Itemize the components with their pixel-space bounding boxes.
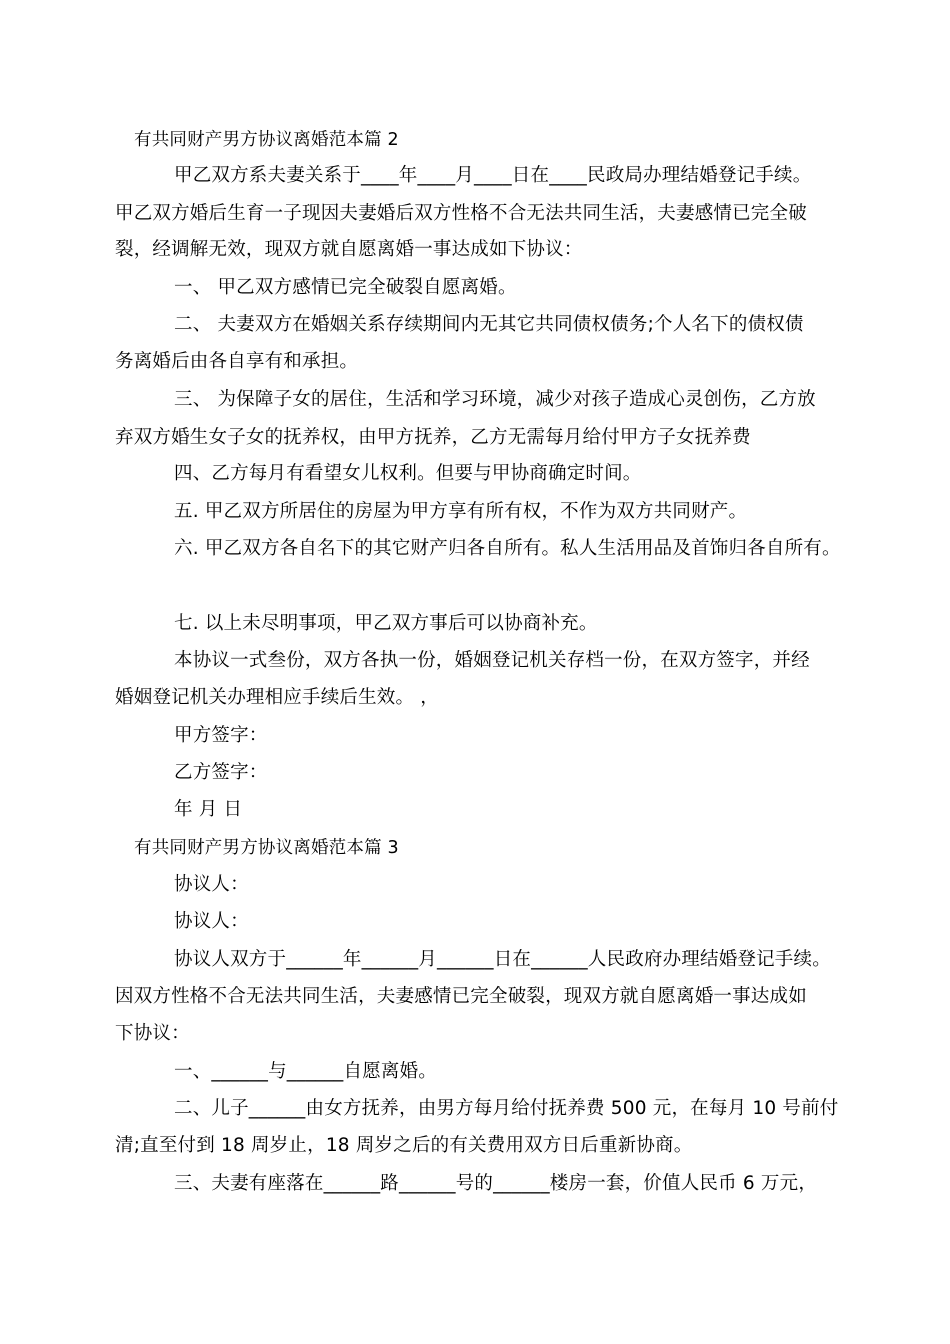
clause-item: 二、 夫妻双方在婚姻关系存续期间内无其它共同债权债务;个人名下的债权债 bbox=[174, 314, 804, 335]
paragraph-line: 甲乙双方婚后生育一子现因夫妻婚后双方性格不合无法共同生活，夫妻感情已完全破 bbox=[115, 203, 807, 224]
clause-item: 四、乙方每月有看望女儿权利。但要与甲协商确定时间。 bbox=[174, 463, 642, 484]
party-line: 协议人： bbox=[174, 911, 249, 932]
paragraph-line: 本协议一式叁份，双方各执一份，婚姻登记机关存档一份，在双方签字，并经 bbox=[174, 650, 810, 671]
section-heading: 有共同财产男方协议离婚范本篇 2 bbox=[134, 130, 399, 150]
section-heading: 有共同财产男方协议离婚范本篇 3 bbox=[134, 838, 399, 858]
clause-item-continuation: 务离婚后由各自享有和承担。 bbox=[115, 351, 359, 372]
paragraph-line: 协议人双方于______年______月______日在______人民政府办理结婚登记手续。 bbox=[174, 949, 831, 970]
clause-item: 三、夫妻有座落在______路______号的______楼房一套，价值人民币 6 万元， bbox=[174, 1173, 818, 1194]
paragraph-line: 婚姻登记机关办理相应手续后生效。 ， bbox=[115, 687, 439, 708]
paragraph-line: 甲乙双方系夫妻关系于____年____月____日在____民政局办理结婚登记手续。 bbox=[174, 165, 812, 186]
signature-line-b: 乙方签字： bbox=[174, 762, 268, 783]
clause-item: 一、______与______自愿离婚。 bbox=[174, 1061, 438, 1082]
paragraph-line: 因双方性格不合无法共同生活，夫妻感情已完全破裂，现双方就自愿离婚一事达成如 bbox=[115, 986, 807, 1007]
clause-item: 一、 甲乙双方感情已完全破裂自愿离婚。 bbox=[174, 277, 517, 298]
clause-item: 三、 为保障子女的居住，生活和学习环境，减少对孩子造成心灵创伤，乙方放 bbox=[174, 389, 816, 410]
clause-item: 二、儿子______由女方抚养，由男方每月给付抚养费 500 元，在每月 10 号前付 bbox=[174, 1098, 839, 1119]
signature-line-a: 甲方签字： bbox=[174, 725, 268, 746]
clause-item-continuation: 弃双方婚生女子女的抚养权，由甲方抚养，乙方无需每月给付甲方子女抚养费 bbox=[115, 427, 751, 448]
date-line: 年 月 日 bbox=[174, 799, 243, 820]
clause-item: 七. 以上未尽明事项，甲乙双方事后可以协商补充。 bbox=[174, 613, 598, 634]
clause-item: 六. 甲乙双方各自名下的其它财产归各自所有。私人生活用品及首饰归各自所有。 bbox=[174, 538, 841, 559]
clause-item: 五. 甲乙双方所居住的房屋为甲方享有所有权，不作为双方共同财产。 bbox=[174, 501, 748, 522]
party-line: 协议人： bbox=[174, 874, 249, 895]
clause-item-continuation: 清;直至付到 18 周岁止，18 周岁之后的有关费用双方日后重新协商。 bbox=[115, 1135, 693, 1156]
paragraph-line: 下协议： bbox=[115, 1023, 190, 1044]
paragraph-line: 裂，经调解无效，现双方就自愿离婚一事达成如下协议： bbox=[115, 239, 583, 260]
